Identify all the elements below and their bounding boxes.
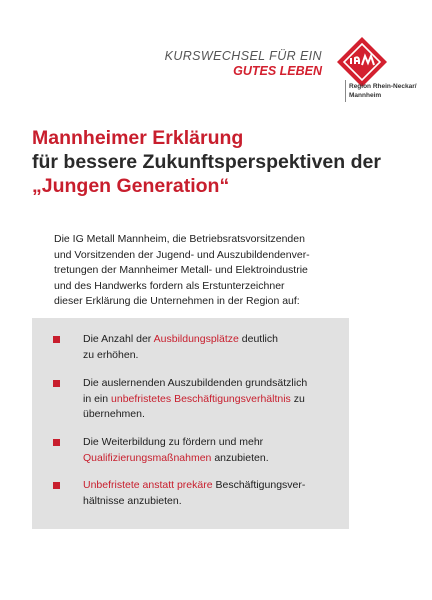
demand-text-line: Die auslernenden Auszubildenden grundsätzlich [83,377,308,389]
slogan-line-2: GUTES LEBEN [233,64,322,78]
slogan [165,49,322,79]
intro-line: und Vorsitzenden der Jugend- und Auszubildendenver- [54,248,310,261]
demand-text-part: in ein [83,392,112,405]
intro-line: tretungen der Mannheimer Metall- und Elektroindustrie [54,264,308,277]
bullet-square-icon [53,439,60,446]
title-line-1: Mannheimer Erklärung [32,127,244,149]
demand-text-part: zu [290,392,305,405]
region-label [349,82,417,100]
bullet-square-icon [53,380,60,387]
demand-highlight: Unbefristete anstatt prekäre [83,479,213,491]
demand-highlight: Ausbildungsplätze [153,333,239,345]
region-line-2: Mannheim [349,92,382,99]
demand-text-part: deutlich [238,333,278,345]
demand-text-line: zu erhöhen. [83,348,139,361]
header-divider [345,80,346,102]
demand-highlight: Qualifizierungsmaßnahmen [83,451,212,464]
intro-line: dieser Erklärung die Unternehmen in der Region auf: [54,295,300,308]
region-line-1: Region Rhein-Neckar/ [349,83,417,90]
demands-panel [32,318,349,529]
bullet-square-icon [53,336,60,343]
intro-line: und des Handwerks fordern als Erstunterzeichner [54,279,285,292]
title-line-3: „Jungen Generation“ [32,175,230,197]
demand-text-line: hältnisse anzubieten. [83,494,182,507]
page-title [32,126,422,198]
slogan-line-1: KURSWECHSEL FÜR EIN [164,49,322,63]
intro-line: Die IG Metall Mannheim, die Betriebsratsvorsitzenden [54,233,305,245]
demand-text [83,478,343,509]
demand-text-part: anzubieten. [211,451,269,464]
intro-paragraph [54,232,384,310]
demand-text-part: Die Anzahl der [83,333,154,345]
demand-text-part: Beschäftigungsver- [212,479,306,491]
demand-text [83,376,343,423]
title-line-2: für bessere Zukunftsperspektiven der [32,151,381,173]
demand-text-line: Die Weiterbildung zu fördern und mehr [83,436,264,448]
demand-highlight: unbefristetes Beschäftigungsverhältnis [111,392,291,405]
demand-text [83,332,343,363]
demand-text-line: übernehmen. [83,408,145,421]
demand-text [83,435,343,466]
bullet-square-icon [53,482,60,489]
